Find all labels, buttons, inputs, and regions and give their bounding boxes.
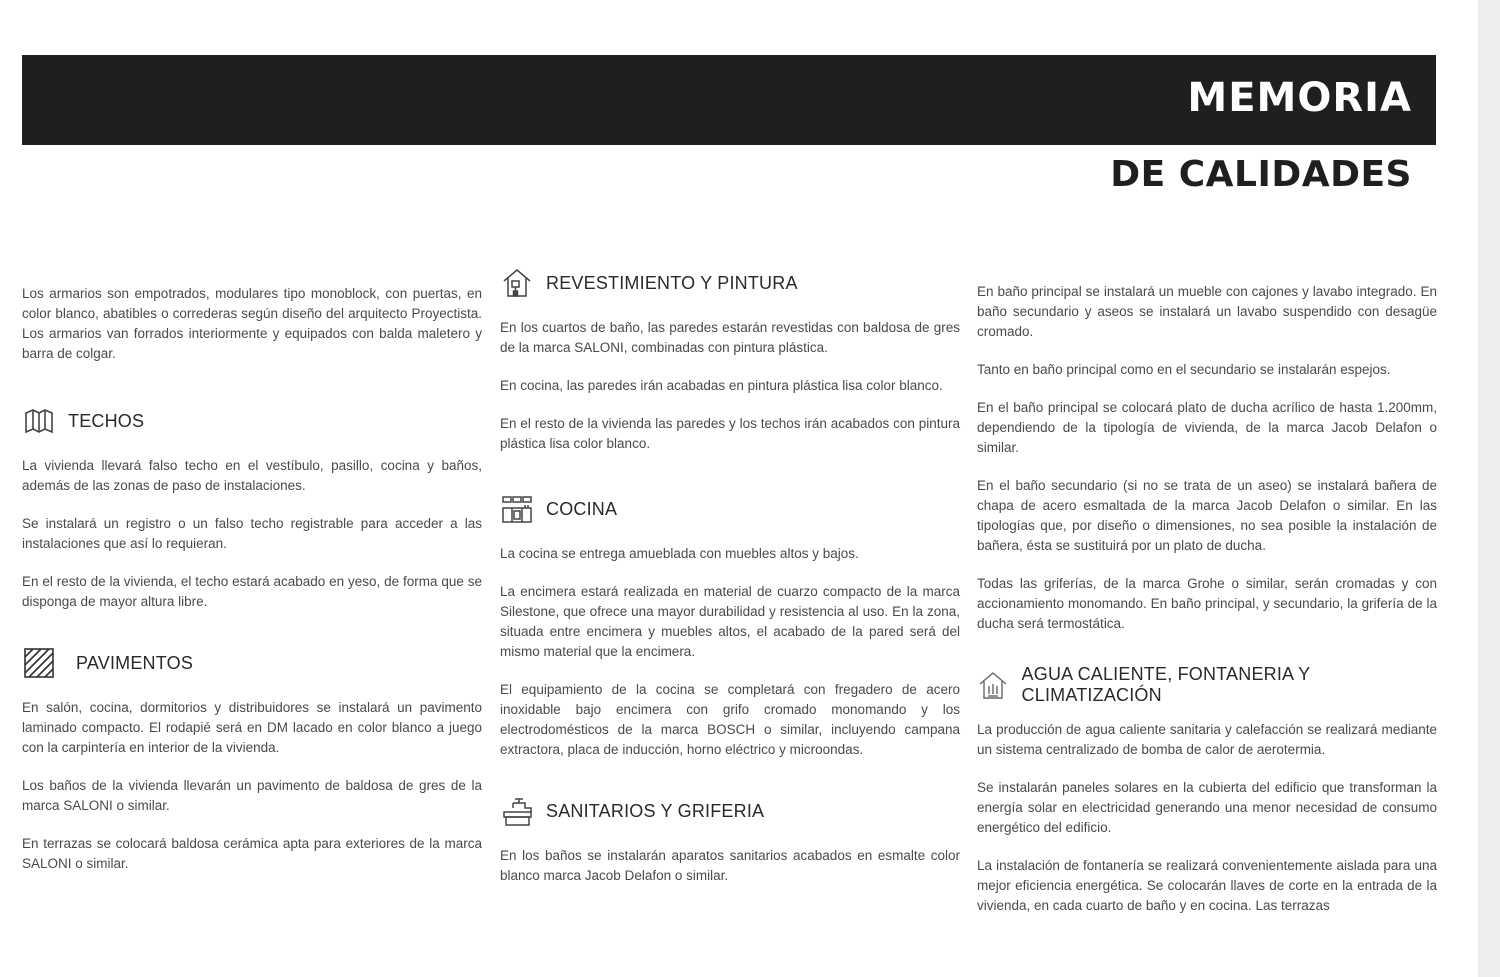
banos-paragraph-4: En el baño secundario (si no se trata de un aseo) se instalará bañera de chapa de acero esmaltada de la marca Jacob Delafon o similar. En las tipologías que, por diseño o dimensiones, no sea posible la instalación de bañera, ésta se sustituirá por un plato de ducha.	[977, 478, 1437, 553]
faucet-icon	[500, 794, 534, 828]
section-cocina-header	[500, 492, 960, 526]
revestimiento-paragraph-2: En cocina, las paredes irán acabadas en pintura plástica lisa color blanco.	[500, 378, 943, 393]
banos-paragraph-2: Tanto en baño principal como en el secundario se instalarán espejos.	[977, 362, 1391, 377]
pavimentos-paragraph-1: En salón, cocina, dormitorios y distribuidores se instalará un pavimento laminado compacto. El rodapié será en DM lacado en color blanco a juego con la carpintería en interior de la vivienda.	[22, 700, 482, 755]
revestimiento-paragraph-3: En el resto de la vivienda las paredes y los techos irán acabados con pintura plástica lisa color blanco.	[500, 416, 960, 451]
column-middle	[500, 266, 960, 904]
armarios-paragraph: Los armarios son empotrados, modulares tipo monoblock, con puertas, en color blanco, abatibles o correderas según diseño del arquitecto Proyectista. Los armarios van forrados interiormente y equipados con balda maletero y barra de colgar.	[22, 286, 482, 361]
agua-paragraph-3: La instalación de fontanería se realizará convenientemente aislada para una mejor eficiencia energética. Se colocarán llaves de corte en la entrada de la vivienda, en cada cuarto de baño y en cocina. Las terrazas	[977, 858, 1437, 913]
cocina-paragraph-1: La cocina se entrega amueblada con muebles altos y bajos.	[500, 546, 859, 561]
section-revestimiento-title: REVESTIMIENTO Y PINTURA	[546, 272, 798, 293]
section-revestimiento-header	[500, 266, 960, 300]
section-cocina-title: COCINA	[546, 498, 618, 519]
cocina-paragraph-2: La encimera estará realizada en material de cuarzo compacto de la marca Silestone, que ofrece una mayor durabilidad y resistencia al uso. En la zona, situada entre encimera y muebles altos, el acabado de la pared será del mismo material que la encimera.	[500, 584, 960, 659]
pavimentos-paragraph-3: En terrazas se colocará baldosa cerámica apta para exteriores de la marca SALONI o similar.	[22, 836, 482, 871]
kitchen-icon	[500, 492, 534, 526]
banos-paragraph-1: En baño principal se instalará un mueble con cajones y lavabo integrado. En baño secundario y aseos se instalará un lavabo suspendido con desagüe cromado.	[977, 284, 1437, 339]
section-sanitarios-header	[500, 794, 960, 828]
right-edge-strip	[1478, 0, 1500, 977]
section-techos-title: TECHOS	[68, 410, 145, 431]
column-left	[22, 266, 482, 892]
ceiling-icon	[22, 404, 56, 438]
section-pavimentos-header	[22, 646, 482, 680]
techos-paragraph-2: Se instalará un registro o un falso techo registrable para acceder a las instalaciones que así lo requieran.	[22, 516, 482, 551]
banos-paragraph-5: Todas las griferías, de la marca Grohe o similar, serán cromadas y con accionamiento monomando. En baño principal, y secundario, la grifería de la ducha será termostática.	[977, 576, 1437, 631]
banos-paragraph-3: En el baño principal se colocará plato de ducha acrílico de hasta 1.200mm, dependiendo de la tipología de vivienda, de la marca Jacob Delafon o similar.	[977, 400, 1437, 455]
techos-paragraph-3: En el resto de la vivienda, el techo estará acabado en yeso, de forma que se disponga de mayor altura libre.	[22, 574, 482, 609]
agua-paragraph-2: Se instalarán paneles solares en la cubierta del edificio que transforman la energía solar en electricidad generando una menor necesidad de consumo energético del edificio.	[977, 780, 1437, 835]
section-agua-title: AGUA CALIENTE, FONTANERIA Y CLIMATIZACIÓN	[1021, 664, 1311, 705]
section-sanitarios-title: SANITARIOS Y GRIFERIA	[546, 800, 765, 821]
section-agua-header	[977, 664, 1437, 705]
hatched-floor-icon	[22, 646, 56, 680]
pavimentos-paragraph-2: Los baños de la vivienda llevarán un pavimento de baldosa de gres de la marca SALONI o similar.	[22, 778, 482, 813]
section-techos-header	[22, 404, 482, 438]
cocina-paragraph-3: El equipamiento de la cocina se completará con fregadero de acero inoxidable bajo encimera con grifo cromado monomando y los electrodomésticos de la marca BOSCH o similar, incluyendo campana extractora, placa de inducción, horno eléctrico y microondas.	[500, 682, 960, 757]
agua-paragraph-1: La producción de agua caliente sanitaria y calefacción se realizará mediante un sistema centralizado de bomba de calor de aerotermia.	[977, 722, 1437, 757]
section-pavimentos-title: PAVIMENTOS	[76, 652, 194, 673]
revestimiento-paragraph-1: En los cuartos de baño, las paredes estarán revestidas con baldosa de gres de la marca SALONI, combinadas con pintura plástica.	[500, 320, 960, 355]
column-right	[977, 266, 1437, 916]
techos-paragraph-1: La vivienda llevará falso techo en el vestíbulo, pasillo, cocina y baños, además de las zonas de paso de instalaciones.	[22, 458, 482, 493]
header-bar	[22, 55, 1436, 145]
sanitarios-paragraph-1: En los baños se instalarán aparatos sanitarios acabados en esmalte color blanco marca Jacob Delafon o similar.	[500, 848, 960, 883]
house-climate-icon	[977, 668, 1010, 702]
page-title: MEMORIA	[1187, 75, 1412, 121]
page-subtitle: DE CALIDADES	[1110, 154, 1412, 195]
paint-house-icon	[500, 266, 534, 300]
